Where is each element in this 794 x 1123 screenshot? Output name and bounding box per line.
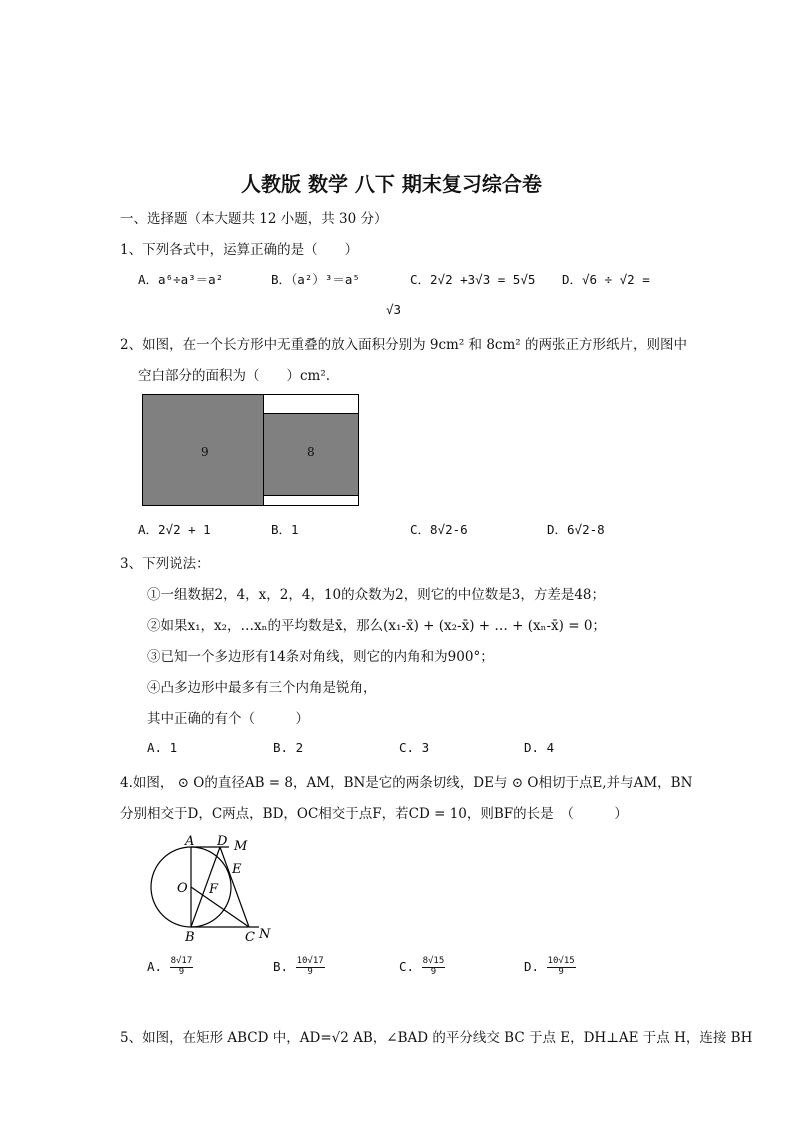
q2-option-d: D．6√2-8 <box>547 522 605 537</box>
q4-option-d-letter: D. <box>524 958 540 974</box>
q2-option-a: A．2√2 + 1 <box>138 522 211 537</box>
q4-geometry-figure <box>145 833 285 948</box>
q4-label-a: A <box>185 834 195 849</box>
q4-option-a-numerator: 8√17 <box>170 956 193 966</box>
q2-option-b: B．1 <box>271 522 299 537</box>
q2-stem-line1: 2、如图，在一个长方形中无重叠的放入面积分别为 9cm² 和 8cm² 的两张正方形纸片，则图中 <box>120 337 687 353</box>
q4-option-c-letter: C. <box>399 958 415 974</box>
q3-statement-3: ③已知一个多边形有14条对角线，则它的内角和为900°； <box>147 649 494 665</box>
q4-option-b-denominator: 9 <box>307 966 313 977</box>
q4-option-b-numerator: 10√17 <box>296 956 324 966</box>
q4-option-a <box>147 957 193 978</box>
q4-stem-line1: 4.如图， ⊙ O的直径AB = 8，AM，BN是它的两条切线，DE与 ⊙ O相切于点E,并与AM，BN <box>120 775 693 791</box>
q4-option-c <box>399 957 445 978</box>
q4-option-c-fraction <box>422 957 446 978</box>
q4-option-b <box>273 957 325 978</box>
q2-figure <box>142 394 359 506</box>
q3-option-d: D. 4 <box>524 740 555 755</box>
q4-option-c-numerator: 8√15 <box>422 956 445 966</box>
q3-stem: 3、下列说法： <box>120 556 210 572</box>
q4-label-d: D <box>217 834 228 849</box>
q1-option-a: A．a⁶÷a³＝a² <box>138 272 224 287</box>
q4-option-d-fraction <box>547 957 576 978</box>
q4-option-a-denominator: 9 <box>178 966 185 977</box>
q2-label-9: 9 <box>201 445 209 459</box>
q4-option-c-denominator: 9 <box>430 966 437 977</box>
q4-label-m: M <box>234 839 248 854</box>
page-title: 人教版 数学 八下 期末复习综合卷 <box>241 172 542 196</box>
q1-option-b: B．（a²）³＝a⁵ <box>271 272 360 287</box>
q4-option-a-fraction <box>170 957 194 978</box>
q1-option-c: C．2√2 +3√3 = 5√5 <box>410 272 536 287</box>
q3-statement-4: ④凸多边形中最多有三个内角是锐角， <box>147 680 377 696</box>
q4-option-a-letter: A. <box>147 958 163 974</box>
q4-option-b-letter: B. <box>273 958 289 974</box>
q4-label-c: C <box>245 930 255 945</box>
q2-option-c: C．8√2-6 <box>410 522 468 537</box>
q3-option-a: A. 1 <box>147 740 178 755</box>
q2-stem-line2: 空白部分的面积为（ ）cm². <box>138 368 331 384</box>
q4-label-b: B <box>185 930 195 945</box>
q1-option-d-continued: √3 <box>386 302 402 317</box>
q1-stem: 1、下列各式中，运算正确的是（ ） <box>120 242 359 258</box>
q2-label-8: 8 <box>307 445 315 459</box>
q4-label-n: N <box>259 927 271 942</box>
q3-option-b: B. 2 <box>273 740 304 755</box>
q3-statement-1: ①一组数据2，4，x，2，4，10的众数为2，则它的中位数是3，方差是48； <box>147 587 606 603</box>
q4-stem-line2: 分别相交于D，C两点，BD，OC相交于点F，若CD = 10，则BF的长是 （ ） <box>120 806 628 822</box>
q4-label-o: O <box>177 881 188 896</box>
q4-option-d-denominator: 9 <box>558 966 564 977</box>
q5-stem: 5、如图，在矩形 ABCD 中，AD=√2 AB，∠BAD 的平分线交 BC 于点 E，DH⊥AE 于点 H，连接 BH <box>120 1030 753 1046</box>
q4-label-e: E <box>232 862 242 877</box>
q3-option-c: C. 3 <box>399 740 430 755</box>
q4-option-d <box>524 957 576 978</box>
q1-option-d: D．√6 ÷ √2 = <box>562 272 650 287</box>
section-heading: 一、选择题（本大题共 12 小题，共 30 分） <box>120 211 388 227</box>
q4-option-d-numerator: 10√15 <box>547 956 575 966</box>
q4-option-b-fraction <box>296 957 325 978</box>
q3-statement-2: ②如果x₁，x₂，…xₙ的平均数是x̄，那么(x₁-x̄) + (x₂-x̄) + … + (xₙ-x̄) = 0； <box>147 618 606 634</box>
q3-question: 其中正确的有个（ ） <box>147 711 309 727</box>
q4-label-f: F <box>209 882 219 897</box>
